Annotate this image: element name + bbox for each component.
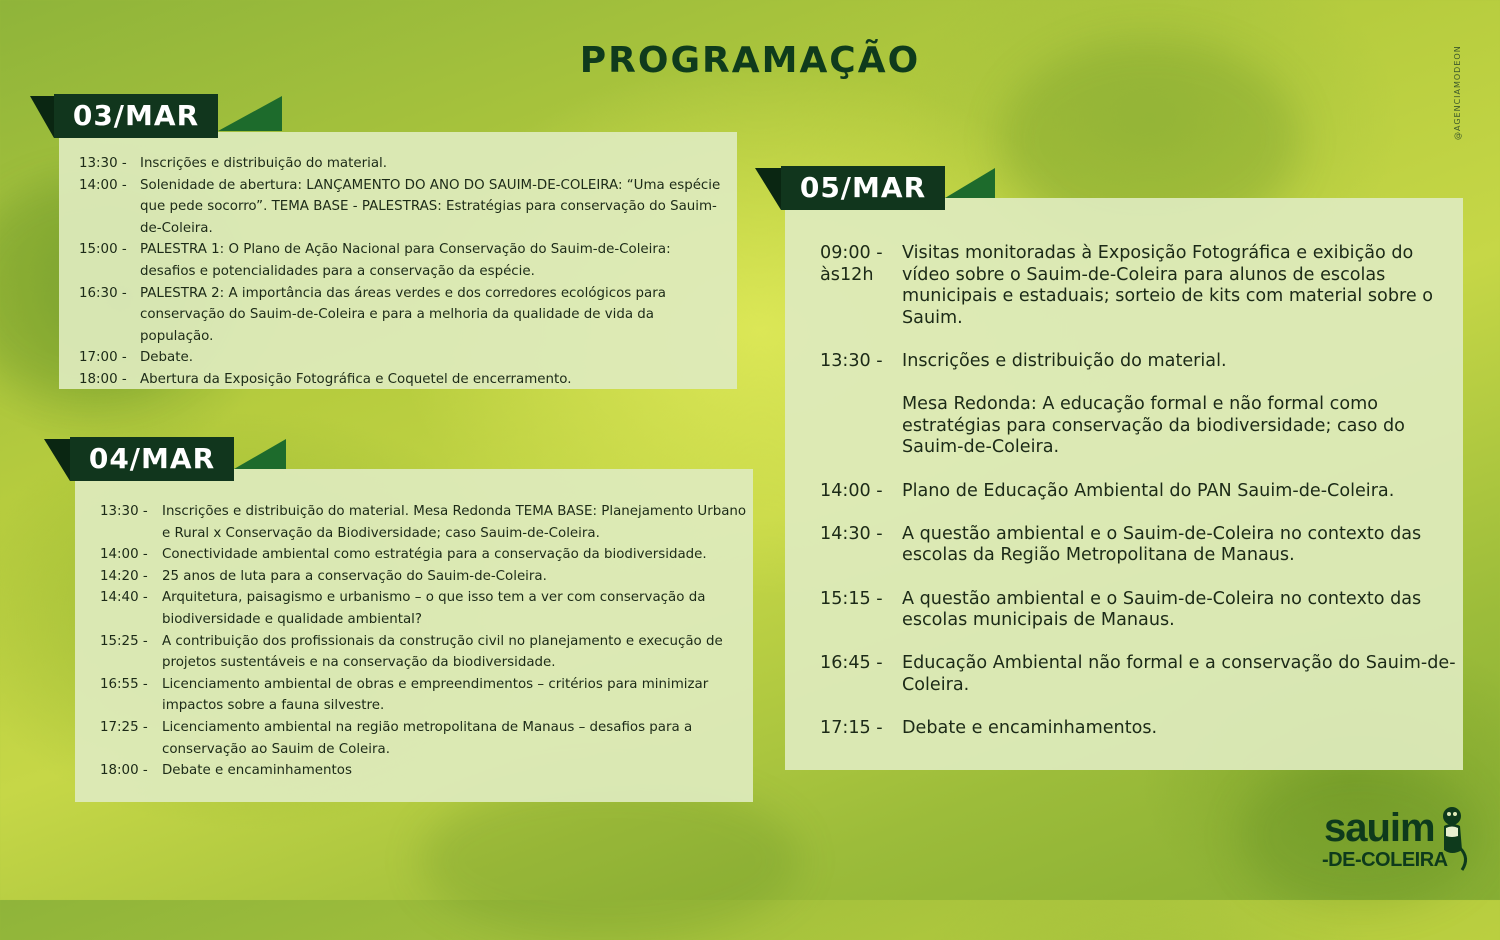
schedule-item bbox=[100, 717, 748, 760]
schedule-description: Mesa Redonda: A educação formal e não formal como estratégias para conservação da biodiversidade; caso do Sauim-de-Coleira. bbox=[902, 394, 1405, 458]
schedule-description: Plano de Educação Ambiental do PAN Sauim-de-Coleira. bbox=[902, 480, 1395, 501]
schedule-item bbox=[100, 587, 748, 630]
schedule-item bbox=[79, 369, 729, 391]
schedule-item bbox=[100, 631, 748, 674]
schedule-item bbox=[820, 524, 1460, 567]
schedule-item bbox=[820, 589, 1460, 632]
schedule-item bbox=[820, 351, 1460, 373]
schedule-time: 14:00 - bbox=[820, 480, 883, 501]
watermark: @AGENCIAMODEON bbox=[1453, 45, 1462, 140]
schedule-time bbox=[820, 394, 902, 459]
schedule-description: Licenciamento ambiental na região metropolitana de Manaus – desafios para a conservação ao Sauim de Coleira. bbox=[162, 719, 693, 757]
schedule-description: Arquitetura, paisagismo e urbanismo – o que isso tem a ver com conservação da biodiversidade e qualidade ambiental? bbox=[162, 590, 706, 627]
schedule-description: A questão ambiental e o Sauim-de-Coleira no contexto das escolas da Região Metropolitana de Manaus. bbox=[902, 523, 1422, 566]
schedule-item bbox=[100, 566, 748, 588]
schedule-list bbox=[820, 243, 1460, 761]
schedule-time: 16:45 - bbox=[820, 653, 883, 674]
schedule-item bbox=[820, 481, 1460, 503]
tab-fold bbox=[44, 439, 70, 481]
schedule-item bbox=[79, 153, 729, 175]
schedule-item bbox=[820, 718, 1460, 740]
schedule-time: 13:30 - bbox=[100, 504, 148, 519]
schedule-time: 18:00 - bbox=[100, 763, 148, 779]
schedule-item bbox=[79, 347, 729, 369]
schedule-item bbox=[79, 239, 729, 282]
schedule-time: 17:00 - bbox=[79, 350, 127, 366]
schedule-time: 13:30 - bbox=[820, 350, 883, 371]
schedule-time: 14:00 - bbox=[100, 547, 148, 563]
schedule-description: A questão ambiental e o Sauim-de-Coleira no contexto das escolas municipais de Manaus. bbox=[902, 588, 1422, 631]
schedule-description: Debate. bbox=[140, 350, 194, 366]
schedule-item bbox=[100, 544, 748, 566]
schedule-time: 15:25 - bbox=[100, 633, 148, 649]
schedule-time: 14:20 - bbox=[100, 568, 148, 584]
schedule-card-day1 bbox=[59, 132, 737, 389]
schedule-description: Debate e encaminhamentos. bbox=[902, 718, 1158, 739]
schedule-description: Solenidade de abertura: LANÇAMENTO DO ANO DO SAUIM-DE-COLEIRA: “Uma espécie que pede socorro”. TEMA BASE - PALESTRAS: Estratégias para conservação do Sauim-de-Coleira. bbox=[140, 177, 721, 236]
schedule-card-day2 bbox=[75, 469, 753, 802]
schedule-item bbox=[820, 394, 1460, 459]
schedule-time: 16:30 - bbox=[79, 285, 127, 301]
schedule-description: Inscrições e distribuição do material. bbox=[140, 156, 388, 171]
schedule-time: 15:15 - bbox=[820, 588, 883, 609]
schedule-description: PALESTRA 1: O Plano de Ação Nacional para Conservação do Sauim-de-Coleira: desafios e potencialidades para a conservação da espécie. bbox=[140, 242, 671, 279]
foliage-blob bbox=[420, 780, 800, 940]
logo-subtext: -DE-COLEIRA bbox=[1322, 849, 1448, 871]
tab-fold bbox=[234, 439, 286, 469]
page-title: PROGRAMAÇÃO bbox=[579, 40, 921, 81]
schedule-time: 09:00 - às12h bbox=[820, 243, 883, 285]
tab-fold bbox=[945, 168, 995, 198]
schedule-item bbox=[820, 653, 1460, 696]
schedule-description: Debate e encaminhamentos bbox=[162, 763, 352, 779]
schedule-list bbox=[100, 501, 748, 782]
schedule-description: PALESTRA 2: A importância das áreas verdes e dos corredores ecológicos para conservação do Sauim-de-Coleira e para a melhoria da qualidade de vida da população. bbox=[140, 285, 666, 344]
schedule-description: Visitas monitoradas à Exposição Fotográfica e exibição do vídeo sobre o Sauim-de-Coleira para alunos de escolas municipais e estaduais; sorteio de kits com material sobre o Sauim. bbox=[902, 243, 1434, 328]
schedule-description: Inscrições e distribuição do material. bbox=[902, 350, 1227, 371]
tab-fold bbox=[755, 168, 781, 210]
schedule-item bbox=[100, 760, 748, 782]
schedule-time: 14:00 - bbox=[79, 177, 127, 193]
schedule-item bbox=[79, 175, 729, 240]
schedule-time: 17:25 - bbox=[100, 719, 148, 735]
schedule-list bbox=[79, 153, 729, 391]
schedule-description: Conectividade ambiental como estratégia para a conservação da biodiversidade. bbox=[162, 547, 707, 563]
schedule-time: 18:00 - bbox=[79, 371, 127, 387]
schedule-time: 15:00 - bbox=[79, 242, 127, 258]
tab-fold bbox=[30, 96, 54, 138]
schedule-item bbox=[79, 283, 729, 348]
schedule-time: 16:55 - bbox=[100, 676, 148, 692]
schedule-description: A contribuição dos profissionais da construção civil no planejamento e execução de projetos sustentáveis e na conservação da biodiversidade. bbox=[162, 633, 723, 671]
date-tab-day3: 05/MAR bbox=[781, 166, 945, 210]
schedule-card-day3 bbox=[785, 198, 1463, 770]
schedule-time: 14:40 - bbox=[100, 590, 148, 606]
schedule-time: 13:30 - bbox=[79, 156, 127, 171]
sauim-logo bbox=[1320, 808, 1470, 880]
schedule-item bbox=[100, 674, 748, 717]
schedule-description: Educação Ambiental não formal e a conservação do Sauim-de-Coleira. bbox=[902, 653, 1456, 695]
schedule-item bbox=[100, 501, 748, 544]
schedule-description: Licenciamento ambiental de obras e empreendimentos – critérios para minimizar impactos sobre a fauna silvestre. bbox=[162, 676, 709, 714]
schedule-description: Inscrições e distribuição do material. Mesa Redonda TEMA BASE: Planejamento Urbano e Rural x Conservação da Biodiversidade; caso Sauim-de-Coleira. bbox=[162, 504, 747, 541]
schedule-description: Abertura da Exposição Fotográfica e Coquetel de encerramento. bbox=[140, 371, 572, 387]
logo-text: sauim bbox=[1324, 806, 1435, 850]
schedule-time: 17:15 - bbox=[820, 718, 883, 739]
date-tab-day2: 04/MAR bbox=[70, 437, 234, 481]
schedule-time: 14:30 - bbox=[820, 523, 883, 544]
schedule-description: 25 anos de luta para a conservação do Sauim-de-Coleira. bbox=[162, 568, 547, 584]
tab-fold bbox=[218, 96, 282, 131]
date-tab-day1: 03/MAR bbox=[54, 94, 218, 138]
schedule-item bbox=[820, 243, 1460, 329]
